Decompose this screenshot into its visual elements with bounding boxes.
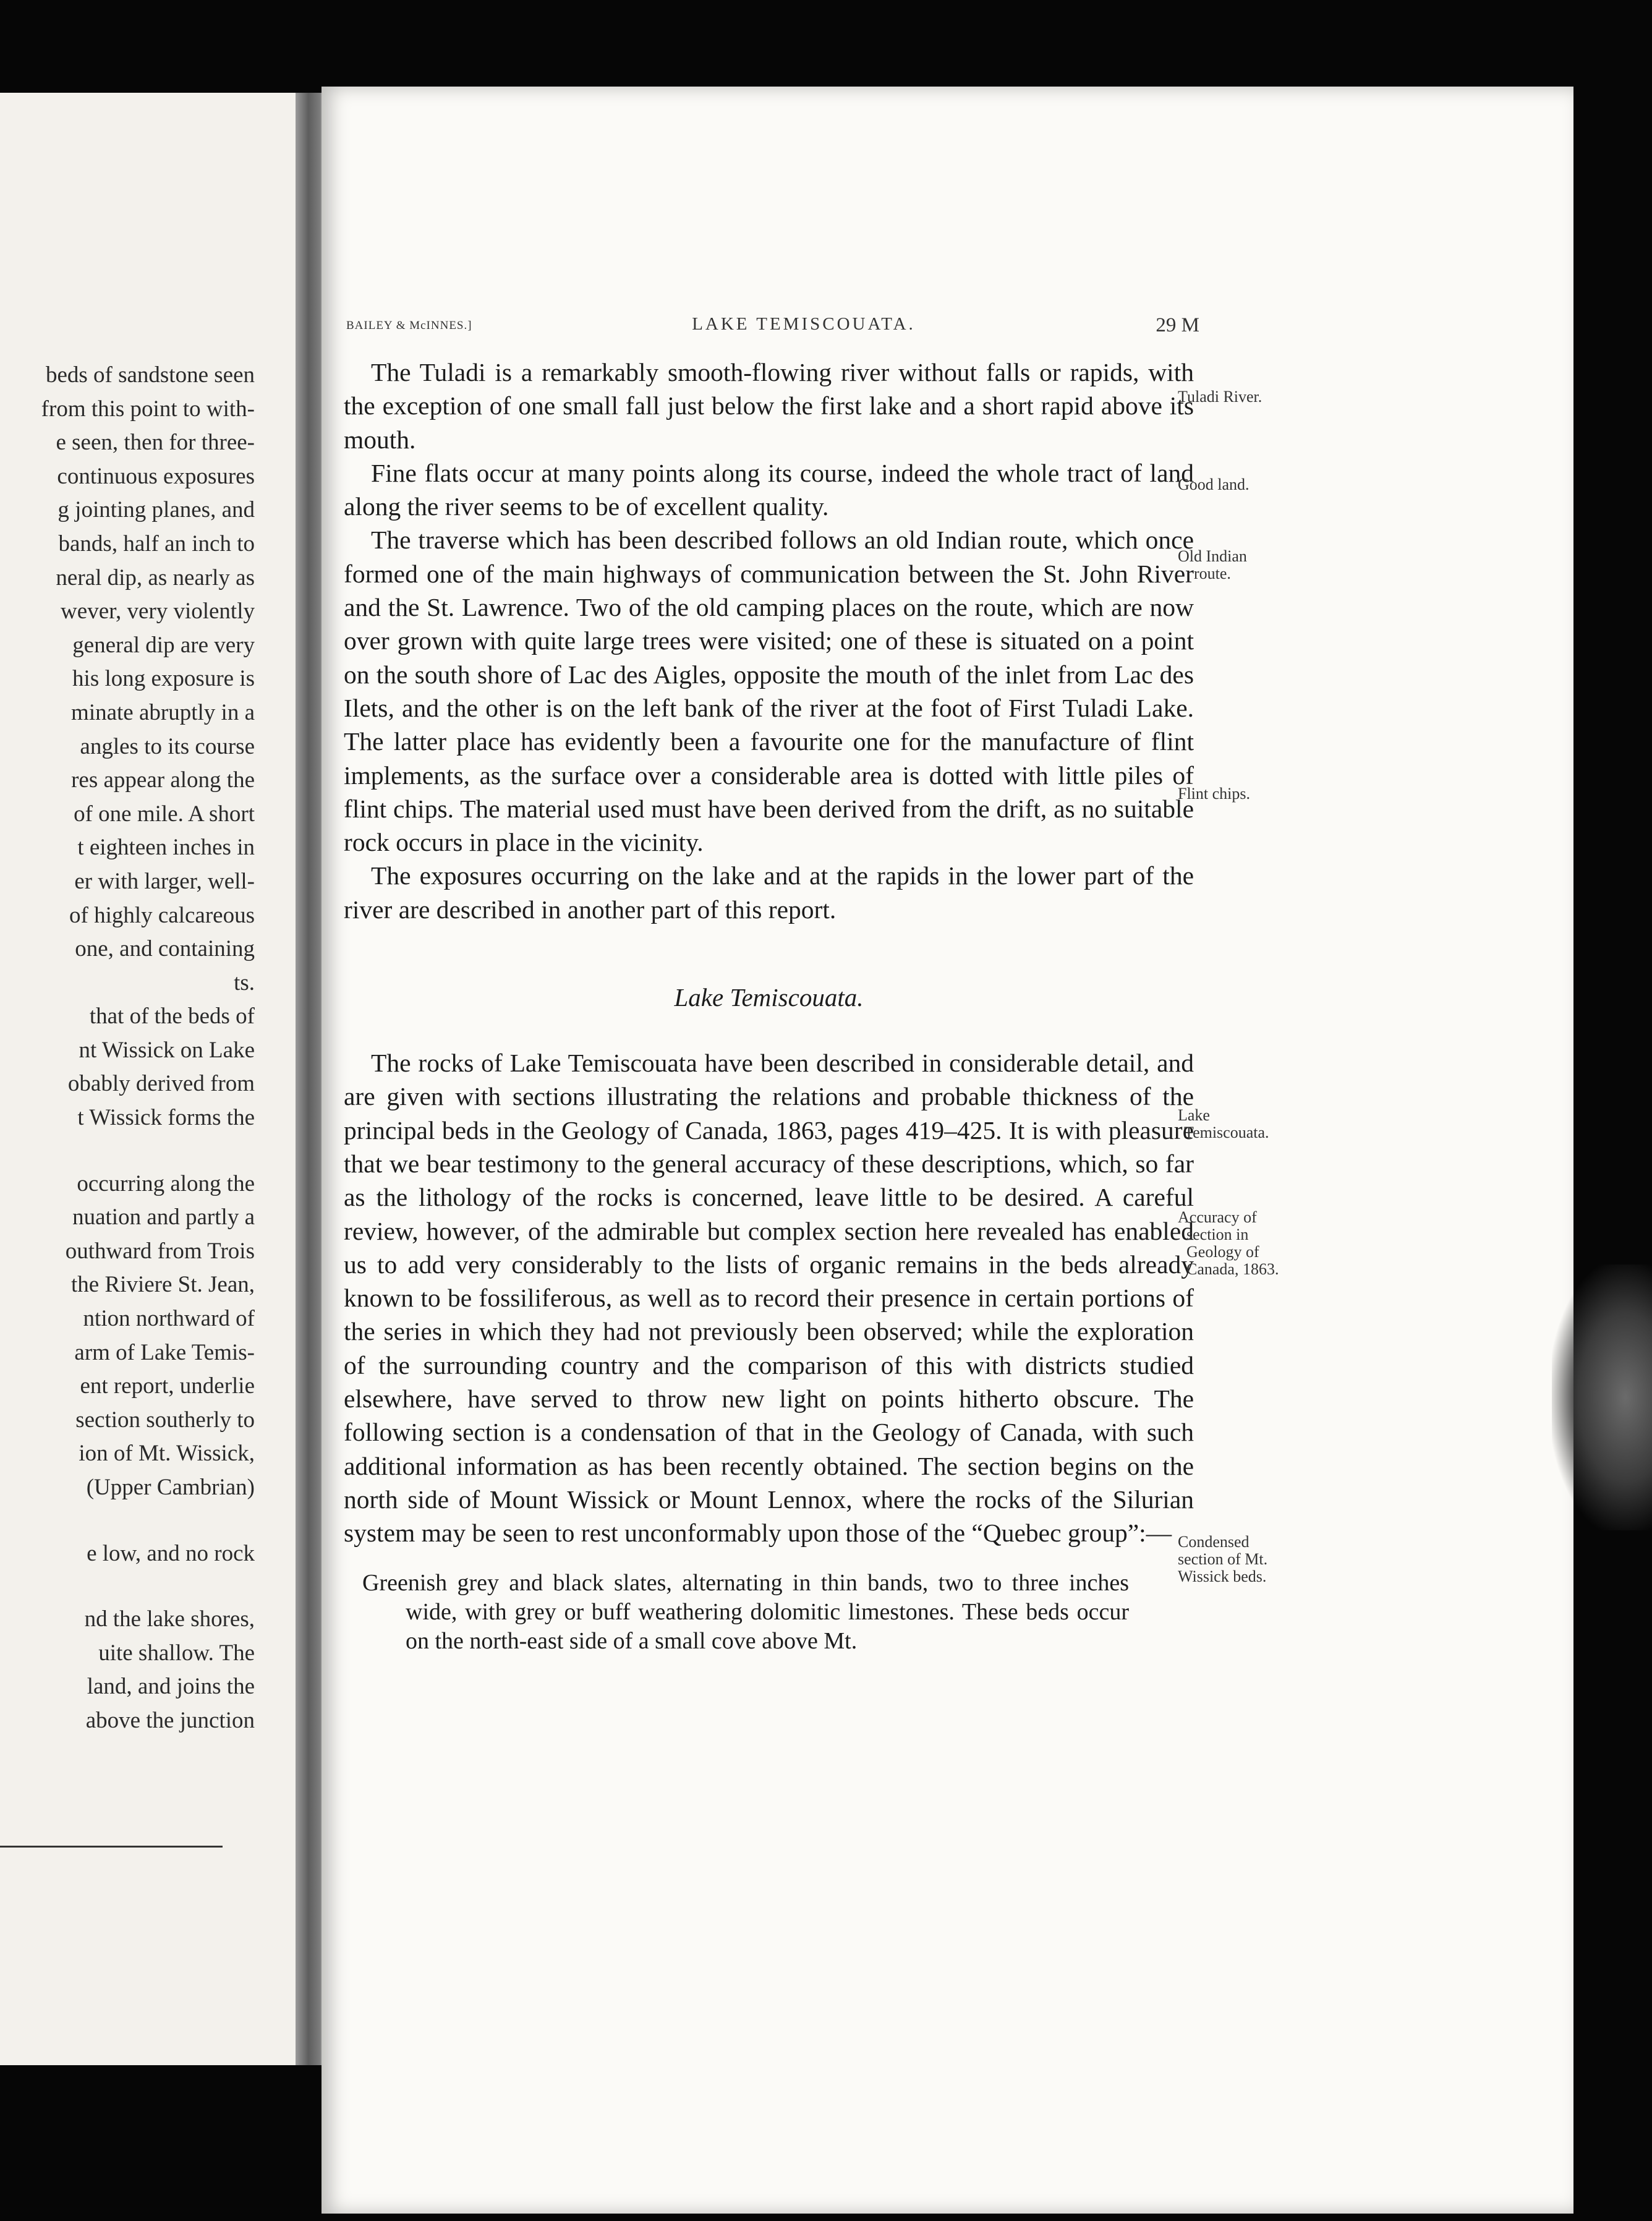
left-line: ts. [234, 970, 255, 995]
left-line: (Upper Cambrian) [86, 1475, 255, 1500]
left-line: ent report, underlie [80, 1373, 255, 1399]
left-line: nd the lake shores, [84, 1606, 255, 1632]
left-line: nuation and partly a [72, 1204, 255, 1230]
left-line: the Riviere St. Jean, [71, 1272, 255, 1298]
header-authors: BAILEY & McINNES.] [346, 319, 472, 332]
margin-note-line: Lake [1178, 1106, 1210, 1124]
section-heading: Lake Temiscouata. [674, 983, 864, 1012]
left-line: his long exposure is [72, 666, 255, 692]
left-line: occurring along the [77, 1170, 255, 1196]
left-line: above the junction [85, 1707, 255, 1733]
left-gap [0, 1505, 255, 1537]
paragraph-lake-temiscouata: The rocks of Lake Temiscouata have been described in considerable detail, and are given with sections illustrating the relations and probable thickness of the principal beds in the Geology of Canada, 1863, pages 419–425. It is with pleasure that we bear testimony to the general accuracy of these descriptions, which, so far as the lithology of the rocks is concerned, leave little to be desired. A careful review, however, of the admirable but complex section here revealed has enabled us to add very considerably to the lists of organic remains in the beds already known to be fossiliferous, as well as to record their presence in certain portions of the series in which they had not previously been observed; while the exploration of the surrounding country and the comparison of this with districts studied elsewhere, have served to throw new light on points hitherto obscure. The following section is a condensation of that in the Geology of Canada, with such additional information as has been recently obtained. The section begins on the north side of Mount Wissick or Mount Lennox, where the rocks of the Silurian system may be seen to rest unconformably upon those of the “Quebec group”:— [344, 1049, 1194, 1548]
left-line: neral dip, as nearly as [56, 565, 255, 590]
left-line: uite shallow. The [98, 1640, 255, 1666]
left-line: nt Wissick on Lake [79, 1037, 255, 1063]
scan-smudge [1552, 1264, 1652, 1530]
margin-note-line: Old Indian [1178, 547, 1247, 565]
left-line: that of the beds of [89, 1004, 255, 1030]
margin-note-lake [1178, 1107, 1269, 1141]
margin-note-line: route. [1194, 565, 1231, 582]
margin-note-line: Geology of [1186, 1243, 1259, 1261]
left-line: e seen, then for three- [56, 430, 255, 456]
main-body [344, 356, 1194, 1656]
paragraph-indian-route: The traverse which has been described follows an old Indian route, which once formed one of the main highways of communication between the St. John River and the St. Lawrence. Two of the old camping places on the route, which are now over grown with quite large trees were visited; one of these is situated on a point on the south shore of Lac des Aigles, opposite the mouth of the inlet from Lac des Ilets, and the other is on the left bank of the river at the foot of First Tuladi Lake. The latter place has evidently been a favourite one for the manufacture of flint implements, as the surface over a considerable area is dotted with little piles of flint chips. The material used must have been derived from the drift, as no suitable rock occurs in place in the vicinity. [344, 526, 1194, 857]
left-line: obably derived from [67, 1071, 255, 1097]
left-line: t Wissick forms the [77, 1105, 255, 1131]
left-line: t eighteen inches in [77, 835, 255, 861]
margin-note-indian-route [1178, 548, 1247, 582]
left-line: e low, and no rock [87, 1540, 255, 1566]
left-line: continuous exposures [57, 463, 255, 489]
left-line: from this point to with- [41, 396, 255, 422]
margin-note-line: Temiscouata. [1184, 1123, 1269, 1141]
margin-note-line: Canada, 1863. [1186, 1260, 1279, 1278]
left-line: of highly calcareous [69, 902, 255, 928]
paragraph-good-land: Fine flats occur at many points along its course, indeed the whole tract of land along the river seems to be of excellent quality. [344, 458, 1194, 521]
margin-note-good-land: Good land. [1178, 475, 1250, 493]
margin-note-line: Condensed [1178, 1533, 1250, 1551]
left-line: of one mile. A short [74, 801, 255, 827]
margin-note-flint: Flint chips. [1178, 785, 1251, 803]
left-line: outhward from Trois [65, 1238, 255, 1264]
left-line: land, and joins the [87, 1674, 255, 1700]
paragraph-exposures: The exposures occurring on the lake and at the rapids in the lower part of the river are described in another part of this report. [344, 861, 1194, 924]
left-line: er with larger, well- [74, 868, 255, 894]
margin-note-accuracy [1178, 1209, 1279, 1278]
margin-note-line: Accuracy of [1178, 1208, 1257, 1226]
running-header [346, 314, 1199, 345]
margin-note-tuladi: Tuladi River. [1178, 388, 1262, 406]
margin-note-line: section of Mt. [1178, 1550, 1268, 1568]
left-line: beds of sandstone seen [45, 362, 255, 388]
margin-note-line: Wissick beds. [1178, 1567, 1267, 1585]
margin-note-condensed [1178, 1533, 1267, 1585]
left-line: minate abruptly in a [71, 699, 255, 725]
margin-note-line: section in [1186, 1226, 1249, 1243]
left-page-text [0, 359, 255, 1738]
left-line: arm of Lake Temis- [74, 1339, 255, 1365]
paragraph-tuladi: The Tuladi is a remarkably smooth-flowing river without falls or rapids, with the exception of one small fall just below the first lake and a short rapid above its mouth. [344, 358, 1194, 454]
left-facing-page [0, 93, 297, 2065]
footnote-rule [0, 1846, 223, 1848]
header-title: LAKE TEMISCOUATA. [692, 314, 916, 334]
left-gap [0, 1135, 255, 1167]
left-line: general dip are very [72, 632, 255, 658]
left-line: g jointing planes, and [57, 497, 255, 523]
left-line: bands, half an inch to [58, 531, 255, 556]
left-line: res appear along the [71, 767, 255, 793]
left-line: ion of Mt. Wissick, [79, 1441, 255, 1467]
section-bed-description: Greenish grey and black slates, alternating in thin bands, two to three inches wide, with grey or buff weathering dolomitic limestones. These beds occur on the north-east side of a small cove above Mt. [362, 1569, 1129, 1654]
left-line: one, and containing [75, 936, 255, 962]
left-line: wever, very violently [61, 599, 255, 625]
left-line: angles to its course [80, 733, 255, 759]
page-number: 29 M [1156, 314, 1199, 336]
left-line: ntion northward of [83, 1306, 255, 1332]
left-gap [0, 1571, 255, 1603]
left-line: section southerly to [75, 1407, 255, 1433]
